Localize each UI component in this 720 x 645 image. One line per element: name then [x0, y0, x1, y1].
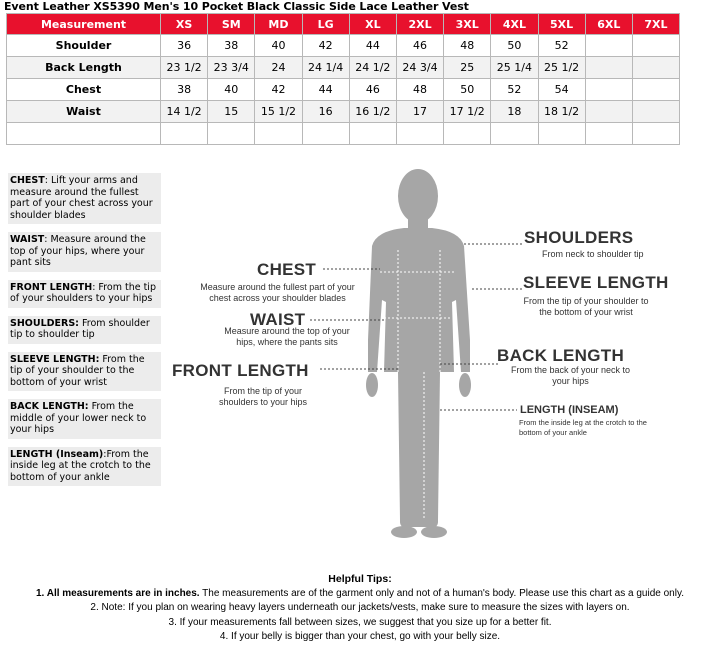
inseam-description: From the inside leg at the crotch to the bottom of your ankle — [519, 418, 647, 437]
helpful-tips-heading: Helpful Tips: — [328, 573, 392, 585]
table-cell: 24 — [255, 57, 302, 79]
back-length-label: BACK LENGTH — [497, 346, 625, 365]
guide-text: From the tip of your shoulder to the bottom of your wrist — [10, 353, 145, 388]
chest-label: CHEST — [257, 260, 317, 279]
tip-4: 4. If your belly is bigger than your chest, go with your belly size. — [219, 631, 501, 642]
header-size: XS — [161, 14, 208, 35]
table-cell: 38 — [161, 79, 208, 101]
guide-term: BACK LENGTH: — [10, 401, 89, 412]
table-cell: 44 — [349, 35, 396, 57]
header-size: 6XL — [585, 14, 632, 35]
table-cell: 17 — [396, 101, 443, 123]
table-cell: 25 1/2 — [538, 57, 585, 79]
header-size: LG — [302, 14, 349, 35]
header-size: SM — [208, 14, 255, 35]
header-measurement: Measurement — [7, 14, 161, 35]
page-title: Event Leather XS5390 Men's 10 Pocket Black Classic Side Lace Leather Vest — [4, 0, 469, 13]
shoulders-description: From neck to shoulder tip — [542, 249, 644, 259]
table-cell: 15 — [208, 101, 255, 123]
table-cell: 24 1/2 — [349, 57, 396, 79]
table-cell: 23 3/4 — [208, 57, 255, 79]
header-size: 4XL — [491, 14, 538, 35]
table-cell: 44 — [302, 79, 349, 101]
table-cell: 42 — [255, 79, 302, 101]
table-cell: 46 — [349, 79, 396, 101]
guide-text: : Lift your arms and measure around the fullest part of your chest across your shoulder blades — [10, 175, 153, 221]
row-label: Shoulder — [7, 35, 161, 57]
header-size: 2XL — [396, 14, 443, 35]
guide-text: : From the tip of your shoulders to your hips — [10, 281, 156, 304]
table-cell: 40 — [208, 79, 255, 101]
tip-3: 3. If your measurements fall between sizes, we suggest that you size up for a better fit. — [168, 616, 552, 628]
table-cell: 52 — [538, 35, 585, 57]
waist-description: Measure around the top of your hips, where the pants sits — [224, 326, 350, 347]
guide-text: : Measure around the top of your hips, where your pant sits — [10, 234, 146, 268]
table-cell: 17 1/2 — [444, 101, 491, 123]
tip-1: 1. All measurements are in inches. The measurements are of the garment only and not of a human's body. Please use this chart as a guide only. — [35, 587, 684, 599]
guide-text: From shoulder tip to shoulder tip — [10, 317, 150, 340]
header-size: XL — [349, 14, 396, 35]
table-cell: 36 — [161, 35, 208, 57]
header-size: 7XL — [632, 14, 679, 35]
sleeve-length-label: SLEEVE LENGTH — [523, 273, 669, 292]
waist-label: WAIST — [250, 310, 306, 329]
table-cell: 16 1/2 — [349, 101, 396, 123]
table-cell: 52 — [491, 79, 538, 101]
table-cell: 18 — [491, 101, 538, 123]
guide-term: WAIST — [10, 234, 45, 245]
row-label: Chest — [7, 79, 161, 101]
tip-2: 2. Note: If you plan on wearing heavy layers underneath our jackets/vests, make sure to measure the sizes with layers on. — [90, 602, 630, 613]
guide-text: From the middle of your lower neck to your hips — [10, 401, 147, 435]
inseam-label: LENGTH (INSEAM) — [520, 404, 619, 416]
table-cell: 42 — [302, 35, 349, 57]
sleeve-length-description: From the tip of your shoulder to the bottom of your wrist — [523, 296, 649, 317]
table-cell: 24 3/4 — [396, 57, 443, 79]
guide-term: CHEST — [10, 175, 45, 186]
table-cell: 25 1/4 — [491, 57, 538, 79]
table-cell: 50 — [444, 79, 491, 101]
guide-term: LENGTH (Inseam) — [10, 448, 104, 460]
human-silhouette — [366, 169, 471, 538]
table-cell: 54 — [538, 79, 585, 101]
header-size: 5XL — [538, 14, 585, 35]
table-cell: 23 1/2 — [161, 57, 208, 79]
table-cell: 50 — [491, 35, 538, 57]
shoulders-label: SHOULDERS — [524, 228, 634, 247]
back-length-description: From the back of your neck to your hips — [510, 365, 631, 386]
front-length-label: FRONT LENGTH — [172, 361, 309, 380]
table-cell: 40 — [255, 35, 302, 57]
row-label: Back Length — [7, 57, 161, 79]
guide-term: SLEEVE LENGTH: — [10, 353, 100, 365]
front-length-description: From the tip of your shoulders to your hips — [218, 386, 308, 407]
table-cell: 48 — [444, 35, 491, 57]
guide-term: FRONT LENGTH — [10, 281, 93, 293]
guide-term: SHOULDERS: — [10, 317, 79, 329]
table-cell: 48 — [396, 79, 443, 101]
header-size: 3XL — [444, 14, 491, 35]
guide-text: :From the inside leg at the crotch to the bottom of your ankle — [10, 448, 151, 483]
table-cell: 14 1/2 — [161, 101, 208, 123]
table-cell: 15 1/2 — [255, 101, 302, 123]
table-cell: 38 — [208, 35, 255, 57]
row-label: Waist — [7, 101, 161, 123]
helpful-tips — [0, 572, 720, 645]
header-size: MD — [255, 14, 302, 35]
table-cell: 25 — [444, 57, 491, 79]
table-cell: 46 — [396, 35, 443, 57]
table-cell: 18 1/2 — [538, 101, 585, 123]
table-cell: 16 — [302, 101, 349, 123]
table-cell: 24 1/4 — [302, 57, 349, 79]
chest-description: Measure around the fullest part of your chest across your shoulder blades — [200, 282, 355, 303]
